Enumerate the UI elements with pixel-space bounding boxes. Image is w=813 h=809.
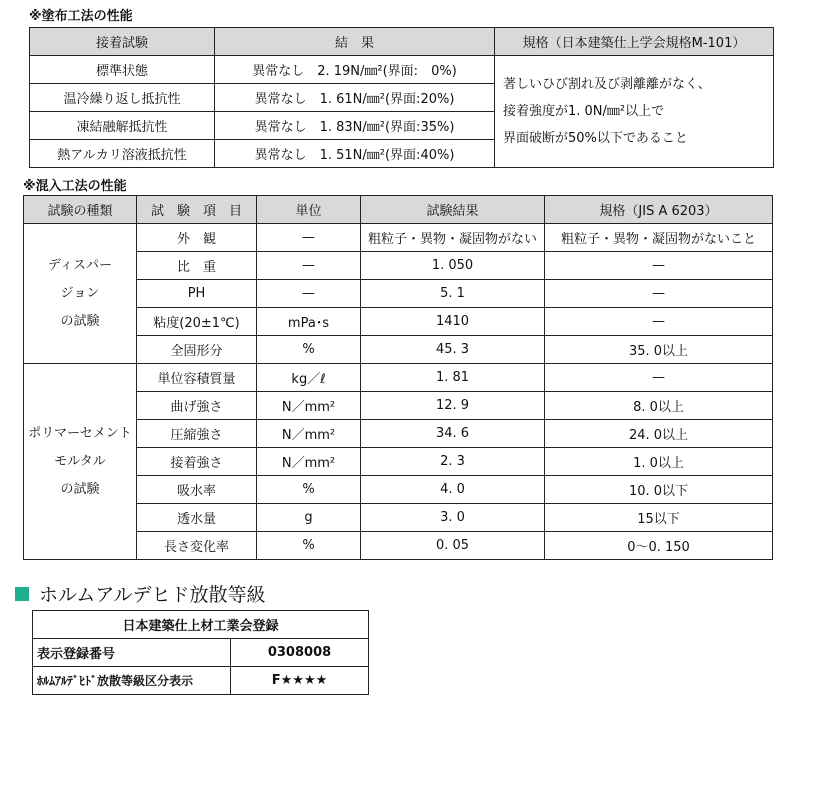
unit: % (257, 336, 361, 364)
spec-description (495, 56, 774, 168)
spec: 粗粒子・異物・凝固物がないこと (545, 224, 773, 252)
header-test-type: 試験の種類 (24, 196, 137, 224)
registration-key: 表示登録番号 (33, 639, 231, 667)
spec: 15以下 (545, 504, 773, 532)
result: 4. 0 (361, 476, 545, 504)
test-result: 異常なし 1. 61N/㎜²(界面:20%) (215, 84, 495, 112)
spec: 0～0. 150 (545, 532, 773, 560)
result: 5. 1 (361, 280, 545, 308)
test-item: 単位容積質量 (137, 364, 257, 392)
result: 34. 6 (361, 420, 545, 448)
header-jis-spec: 規格（JIS A 6203） (545, 196, 773, 224)
result: 粗粒子・異物・凝固物がない (361, 224, 545, 252)
coating-performance-table (29, 27, 774, 168)
spec: 10. 0以下 (545, 476, 773, 504)
spec: 1. 0以上 (545, 448, 773, 476)
header-spec: 規格（日本建築仕上学会規格M-101） (495, 28, 774, 56)
test-name: 標準状態 (30, 56, 215, 84)
section2-title: ※混入工法の性能 (23, 179, 127, 194)
result: 1. 81 (361, 364, 545, 392)
spec: — (545, 252, 773, 280)
group-label-line: の試験 (60, 313, 100, 329)
unit: — (257, 252, 361, 280)
group-label-line: ジョン (60, 285, 100, 301)
test-item: 接着強さ (137, 448, 257, 476)
unit: % (257, 532, 361, 560)
unit: N／mm² (257, 420, 361, 448)
unit: g (257, 504, 361, 532)
registration-value: F★★★★ (231, 667, 369, 695)
header-result: 結 果 (215, 28, 495, 56)
test-item: 透水量 (137, 504, 257, 532)
test-item: 比 重 (137, 252, 257, 280)
test-item: 全固形分 (137, 336, 257, 364)
result: 3. 0 (361, 504, 545, 532)
group-dispersion (24, 224, 137, 364)
result: 2. 3 (361, 448, 545, 476)
unit: mPa･s (257, 308, 361, 336)
test-result: 異常なし 1. 83N/㎜²(界面:35%) (215, 112, 495, 140)
test-item: PH (137, 280, 257, 308)
registration-key: ﾎﾙﾑｱﾙﾃﾞﾋﾄﾞ放散等級区分表示 (33, 667, 231, 695)
spec: 24. 0以上 (545, 420, 773, 448)
green-square-icon (15, 587, 29, 601)
test-result: 異常なし 1. 51N/㎜²(界面:40%) (215, 140, 495, 168)
mixing-performance-table (23, 195, 773, 560)
group-label-line: の試験 (60, 481, 100, 497)
test-result: 異常なし 2. 19N/㎜²(界面: 0%) (215, 56, 495, 84)
spec: — (545, 364, 773, 392)
registration-table-title: 日本建築仕上材工業会登録 (33, 611, 369, 639)
header-unit: 単位 (257, 196, 361, 224)
spec-line: 界面破断が50%以下であること (503, 131, 688, 146)
formaldehyde-section-header (15, 580, 265, 607)
test-item: 吸水率 (137, 476, 257, 504)
unit: kg／ℓ (257, 364, 361, 392)
test-item: 長さ変化率 (137, 532, 257, 560)
header-adhesion-test: 接着試験 (30, 28, 215, 56)
header-test-result: 試験結果 (361, 196, 545, 224)
unit: — (257, 280, 361, 308)
spec: 35. 0以上 (545, 336, 773, 364)
test-item: 曲げ強さ (137, 392, 257, 420)
result: 45. 3 (361, 336, 545, 364)
unit: N／mm² (257, 448, 361, 476)
group-label-line: モルタル (54, 453, 106, 469)
formaldehyde-registration-table (32, 610, 369, 695)
test-name: 温冷繰り返し抵抗性 (30, 84, 215, 112)
unit: % (257, 476, 361, 504)
section3-title: ホルムアルデヒド放散等級 (39, 584, 266, 606)
result: 1. 050 (361, 252, 545, 280)
registration-value: 0308008 (231, 639, 369, 667)
test-name: 熱アルカリ溶液抵抗性 (30, 140, 215, 168)
spec: 8. 0以上 (545, 392, 773, 420)
test-item: 外 観 (137, 224, 257, 252)
result: 0. 05 (361, 532, 545, 560)
section1-title: ※塗布工法の性能 (29, 9, 133, 24)
spec: — (545, 280, 773, 308)
result: 1410 (361, 308, 545, 336)
group-label-line: ポリマーセメント (28, 425, 132, 441)
group-label-line: ディスパー (48, 257, 112, 273)
spec-line: 接着強度が1. 0N/㎜²以上で (503, 104, 665, 119)
header-test-item: 試 験 項 目 (137, 196, 257, 224)
result: 12. 9 (361, 392, 545, 420)
test-item: 圧縮強さ (137, 420, 257, 448)
test-name: 凍結融解抵抗性 (30, 112, 215, 140)
unit: — (257, 224, 361, 252)
group-polymer-cement-mortar (24, 364, 137, 560)
spec: — (545, 308, 773, 336)
test-item: 粘度(20±1℃) (137, 308, 257, 336)
unit: N／mm² (257, 392, 361, 420)
spec-line: 著しいひび割れ及び剥離離がなく、 (503, 77, 711, 92)
